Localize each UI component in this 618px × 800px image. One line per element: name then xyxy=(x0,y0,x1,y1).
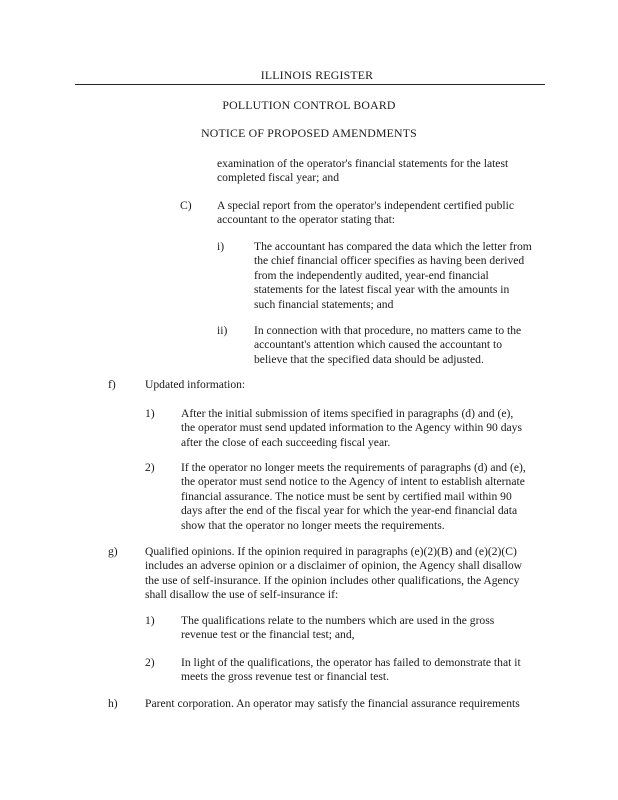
text-line: The qualifications relate to the numbers which are used in the gross xyxy=(181,614,495,627)
item-f-text: Updated information: xyxy=(145,378,246,391)
item-f1-label: 1) xyxy=(145,407,155,420)
register-title: ILLINOIS REGISTER xyxy=(260,68,374,82)
item-g1-label: 1) xyxy=(145,614,155,627)
text-line: includes an adverse opinion or a disclaimer of opinion, the Agency shall disallow xyxy=(145,559,523,573)
item-ii-label: ii) xyxy=(217,324,228,337)
item-g2-label: 2) xyxy=(145,656,155,669)
text-line: A special report from the operator's independent certified public xyxy=(217,199,514,212)
item-ii-text xyxy=(254,324,521,367)
text-line: statements for the latest fiscal year with the amounts in xyxy=(254,283,510,297)
text-line: financial assurance. The notice must be sent by certified mail within 90 xyxy=(181,489,512,503)
text-line: revenue test or the financial test; and, xyxy=(181,628,355,642)
notice-title: NOTICE OF PROPOSED AMENDMENTS xyxy=(201,126,417,140)
text-line: show that the operator no longer meets the requirements. xyxy=(181,518,445,532)
text-line: accountant to the operator stating that: xyxy=(217,213,396,227)
text-line: days after the end of the fiscal year for which the year-end financial data xyxy=(181,504,518,518)
item-f-label: f) xyxy=(108,378,116,391)
item-h-label: h) xyxy=(108,697,118,710)
board-title: POLLUTION CONTROL BOARD xyxy=(222,98,396,112)
text-line: In connection with that procedure, no matters came to the xyxy=(254,324,522,337)
item-i-text xyxy=(254,240,532,312)
text-line: In light of the qualifications, the operator has failed to demonstrate that it xyxy=(181,656,521,669)
item-i-label: i) xyxy=(217,240,225,253)
text-line: shall disallow the use of self-insurance if: xyxy=(145,588,339,602)
text-line: If the operator no longer meets the requirements of paragraphs (d) and (e), xyxy=(181,461,526,474)
text-line: the use of self-insurance. If the opinion includes other qualifications, the Agency xyxy=(145,573,520,587)
item-f2-text xyxy=(181,461,526,533)
item-g-label: g) xyxy=(108,545,118,558)
text-line: completed fiscal year; and xyxy=(217,171,340,185)
item-h-text: Parent corporation. An operator may satisfy the financial assurance requirements xyxy=(145,697,520,710)
text-line: the operator must send updated information to the Agency within 90 days xyxy=(181,421,522,435)
item-g2-text xyxy=(181,656,521,685)
text-line: Qualified opinions. If the opinion required in paragraphs (e)(2)(B) and (e)(2)(C) xyxy=(145,545,517,558)
item-g-text xyxy=(145,545,522,603)
text-line: meets the gross revenue test or financial test. xyxy=(181,670,389,684)
text-line: from the independently audited, year-end financial xyxy=(254,268,489,282)
text-line: such financial statements; and xyxy=(254,297,394,311)
text-line: the operator must send notice to the Agency of intent to establish alternate xyxy=(181,475,525,489)
item-f1-text xyxy=(181,407,522,450)
text-line: The accountant has compared the data which the letter from xyxy=(254,240,532,253)
item-c-text xyxy=(217,199,514,228)
text-line: accountant's attention which caused the accountant to xyxy=(254,338,503,352)
header-rule xyxy=(75,84,545,85)
item-g1-text xyxy=(181,614,494,643)
continuation-text xyxy=(217,157,508,186)
item-c-label: C) xyxy=(180,199,192,212)
text-line: the chief financial officer specifies as having been derived xyxy=(254,254,525,268)
text-line: believe that the specified data should be adjusted. xyxy=(254,352,484,366)
text-line: after the close of each succeeding fiscal year. xyxy=(181,435,391,449)
text-line: After the initial submission of items specified in paragraphs (d) and (e), xyxy=(181,407,514,420)
text-line: examination of the operator's financial statements for the latest xyxy=(217,157,509,170)
item-f2-label: 2) xyxy=(145,461,155,474)
